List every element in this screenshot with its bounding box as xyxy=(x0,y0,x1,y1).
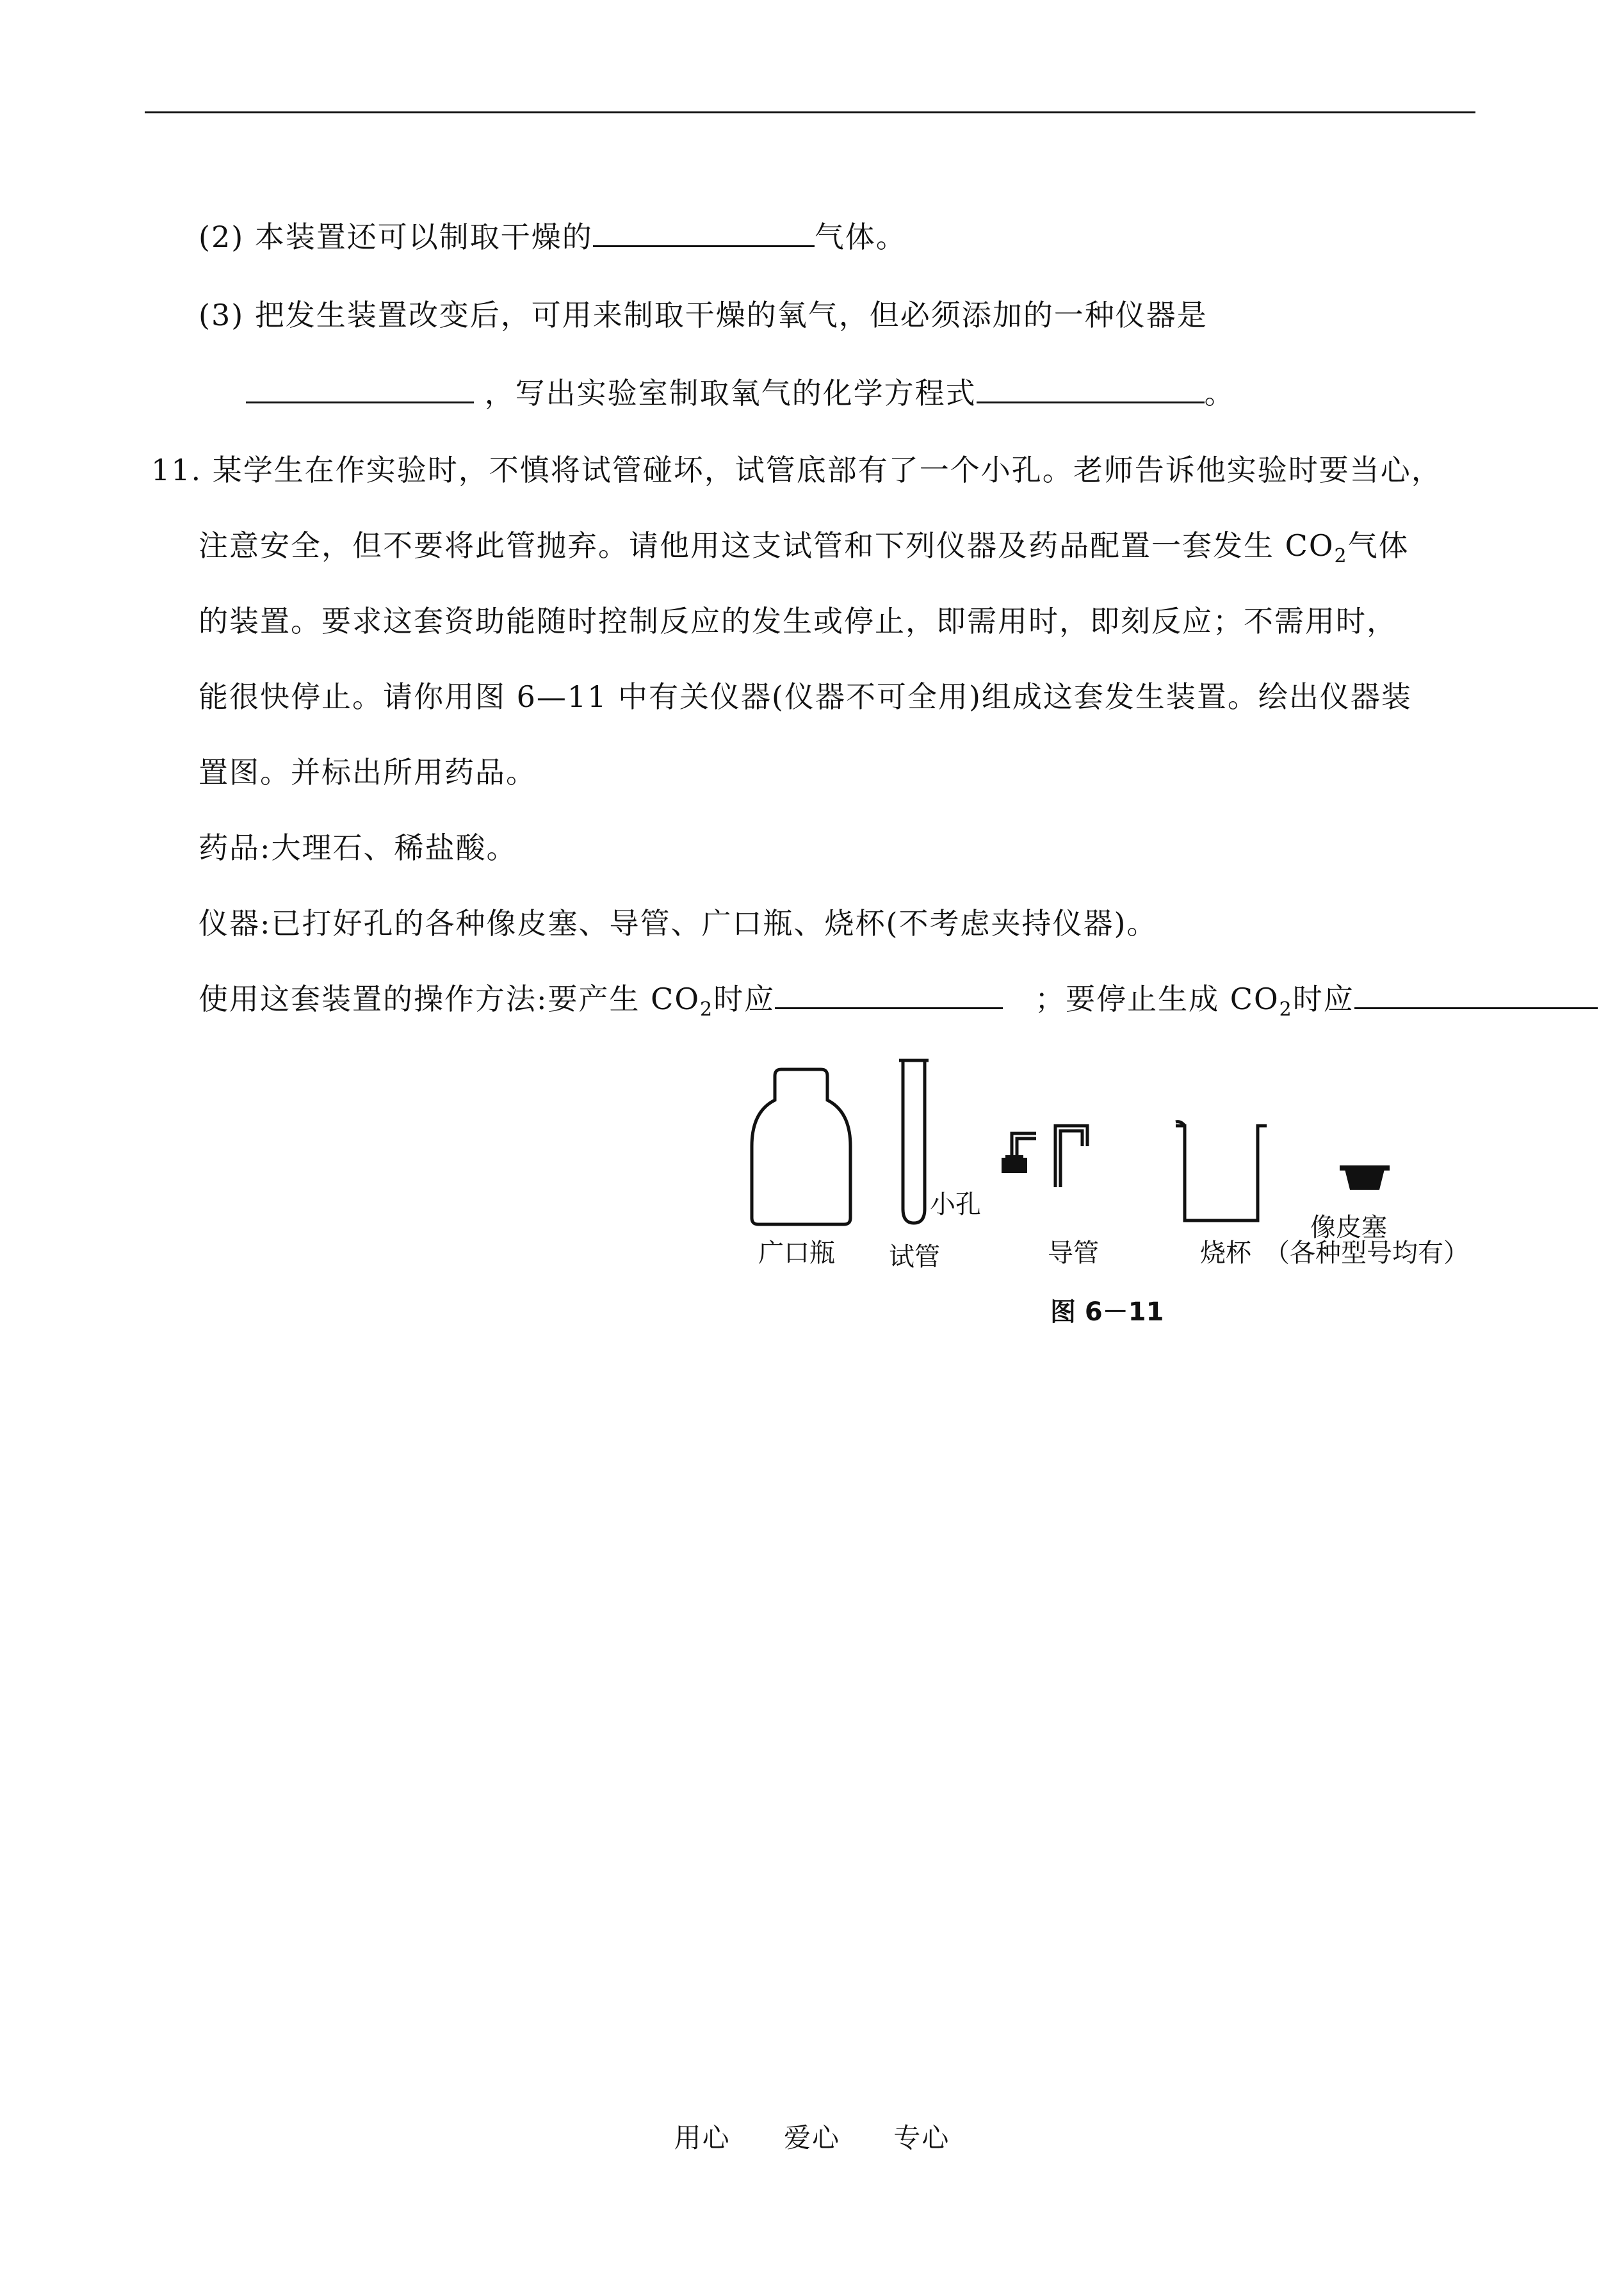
label-pipe: 导管 xyxy=(1048,1238,1099,1268)
apparatus-figure xyxy=(743,1050,1486,1332)
subscript: 2 xyxy=(700,998,714,1021)
footer-item: 专心 xyxy=(893,2122,950,2153)
question-11-line2-end: 气体 xyxy=(1347,528,1409,563)
operation-text-c: ；要停止生成 CO xyxy=(1035,982,1279,1016)
question-11-line5: 置图。并标出所用药品。 xyxy=(199,755,537,790)
label-stopper-note: （各种型号均有） xyxy=(1264,1238,1469,1268)
question-11-line2-text: 注意安全，但不要将此管抛弃。请他用这支试管和下列仪器及药品配置一套发生 CO xyxy=(199,528,1335,563)
test-tube-shape xyxy=(903,1060,925,1223)
question-11-line2 xyxy=(199,526,1409,565)
question-3-end: 。 xyxy=(1204,376,1235,410)
question-2 xyxy=(199,218,907,256)
subscript: 2 xyxy=(1279,998,1293,1021)
question-2-suffix: 气体。 xyxy=(814,220,907,254)
wide-mouth-bottle-shape xyxy=(752,1069,850,1224)
question-3-mid: ，写出实验室制取氧气的化学方程式 xyxy=(484,376,977,410)
operation-line xyxy=(199,980,1598,1021)
pipe-stopper xyxy=(1002,1158,1027,1173)
question-3-line2 xyxy=(246,374,1235,412)
operation-text-d: 时应 xyxy=(1292,982,1354,1016)
beaker-shape xyxy=(1176,1126,1267,1220)
subscript: 2 xyxy=(1334,545,1348,567)
instruments-line: 仪器:已打好孔的各种像皮塞、导管、广口瓶、烧杯(不考虑夹持仪器)。 xyxy=(199,906,1158,941)
label-beaker: 烧杯 xyxy=(1200,1238,1251,1268)
question-3-line1: (3) 把发生装置改变后，可用来制取干燥的氧气，但必须添加的一种仪器是 xyxy=(199,298,1208,332)
label-test-tube: 试管 xyxy=(889,1242,940,1272)
footer-item: 用心 xyxy=(674,2122,731,2153)
figure-caption: 图 6－11 xyxy=(1050,1297,1164,1327)
answer-blank-stop[interactable] xyxy=(1354,982,1598,1009)
answer-blank-3b[interactable] xyxy=(977,376,1205,403)
label-bottle: 广口瓶 xyxy=(758,1238,835,1268)
drugs-line: 药品:大理石、稀盐酸。 xyxy=(199,831,517,865)
footer-item: 爱心 xyxy=(783,2122,840,2153)
question-11-line3: 的装置。要求这套资助能随时控制反应的发生或停止，即需用时，即刻反应；不需用时， xyxy=(199,604,1397,638)
question-11-line4: 能很快停止。请你用图 6—11 中有关仪器(仪器不可全用)组成这套发生装置。绘出仪器装 xyxy=(199,679,1412,714)
label-hole: 小孔 xyxy=(930,1190,981,1219)
answer-blank-start[interactable] xyxy=(775,982,1003,1009)
page-footer xyxy=(0,2117,1624,2155)
answer-blank-3a[interactable] xyxy=(246,376,474,403)
answer-blank-2[interactable] xyxy=(593,220,815,247)
label-stopper: 像皮塞 xyxy=(1310,1213,1387,1242)
question-2-prefix: (2) 本装置还可以制取干燥的 xyxy=(199,220,593,254)
operation-text-b: 时应 xyxy=(713,982,775,1016)
header-rule xyxy=(145,111,1475,113)
question-11-line1: 11. 某学生在作实验时，不慎将试管碰坏，试管底部有了一个小孔。老师告诉他实验时要当心， xyxy=(151,453,1442,487)
rubber-stopper xyxy=(1345,1169,1384,1190)
operation-text-a: 使用这套装置的操作方法:要产生 CO xyxy=(199,982,701,1016)
